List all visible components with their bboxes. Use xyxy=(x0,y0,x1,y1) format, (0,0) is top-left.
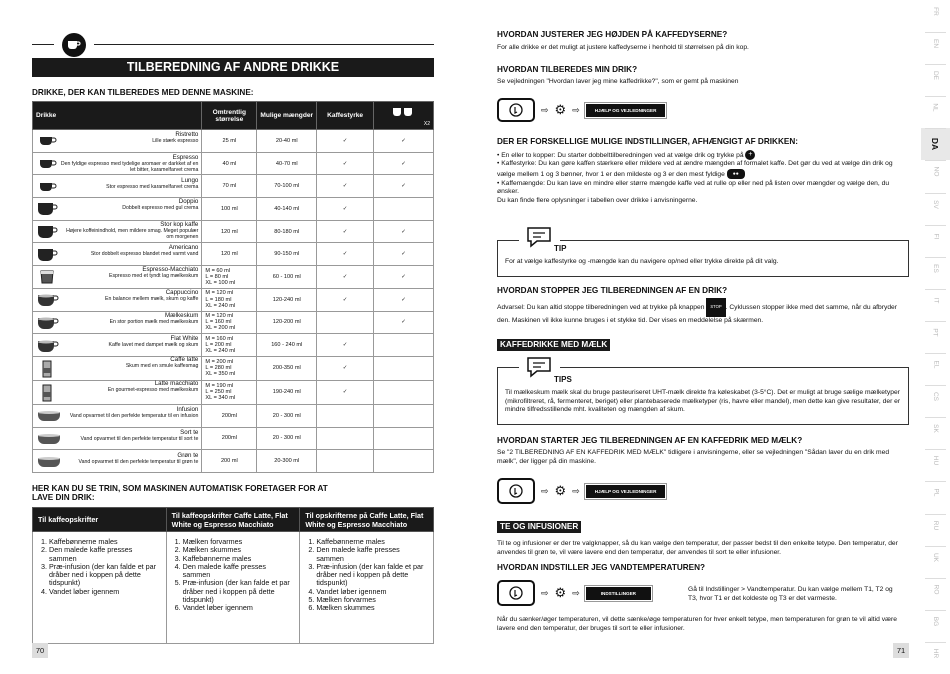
program-header: Til kaffeopskrifter Caffe Latte, Flat White og Espresso Macchiato xyxy=(166,508,300,532)
step-item: 3. Præ-infusion (der kan falde et par dråber ned i koppen på dette tidspunkt) xyxy=(316,563,428,588)
cup-icon xyxy=(36,433,64,447)
strength-cell: ✓ xyxy=(317,356,374,380)
table-row xyxy=(33,356,434,380)
step-item: 4. Vandet løber igennem xyxy=(49,588,161,596)
tab-bg[interactable]: BG xyxy=(932,616,939,626)
step-item: 6. Vandet løber igennem xyxy=(183,604,295,612)
size-cell: M = 200 ml L = 280 ml XL = 350 ml xyxy=(202,356,257,380)
step-item: 4. Den malede kaffe presses sammen xyxy=(183,563,295,580)
heading-milk-start: HVORDAN STARTER JEG TILBEREDNINGEN AF EN KAFFEDRIK MED MÆLK? xyxy=(497,436,803,445)
tab-uk[interactable]: UK xyxy=(932,552,939,562)
divider xyxy=(94,44,434,45)
coffee-cup-icon xyxy=(62,33,86,57)
size-cell: 100 ml xyxy=(202,198,257,221)
steps-heading: HER KAN DU SE TRIN, SOM MASKINEN AUTOMATISK FORETAGER FOR AT LAVE DIN DRIK: xyxy=(32,484,328,502)
drink-description: Lille stærk espresso xyxy=(152,138,199,145)
tab-en[interactable]: EN xyxy=(932,39,939,49)
paragraph: Du kan finde flere oplysninger i tabellen over drikke i anvisningerne. xyxy=(497,197,698,205)
program-steps xyxy=(166,532,300,644)
drink-description: Den fyldige espresso med tydelige aromaer er darkket af en let bitter, karamelfarvet crema xyxy=(60,160,199,173)
strength-cell: ✓ xyxy=(317,175,374,198)
strength-cell: ✓ xyxy=(317,130,374,153)
paragraph: Se vejledningen "Hvordan laver jeg mine kaffedrikke?", som er gemt på maskinen xyxy=(497,78,739,85)
tips-text: Til mælkeskum mælk skal du bruge pasteuriseret UHT-mælk direkte fra køleskabet (3-5°C). Det er muligt at bruge sælige mælketyper (mikrofiltreret, rå, fermenteret, beriget) eller plantebaserede mælketyper (ris, havre eller mandel), men dette kan give resultater, der er mindre tilfredsstillende mht. kvaliteten og mængden af skum. xyxy=(505,389,901,414)
drink-cell xyxy=(33,266,202,289)
arrow-icon: ⇨ xyxy=(572,104,580,115)
table-row xyxy=(33,198,434,221)
quantity-cell: 20 - 300 ml xyxy=(257,404,317,427)
tab-nl[interactable]: NL xyxy=(932,103,939,112)
double-cup-cell: ✓ xyxy=(374,311,434,334)
cup-icon xyxy=(36,225,58,241)
table-row xyxy=(33,175,434,198)
drink-description: Espresso med et tyndt lag mælkeskum xyxy=(108,273,199,280)
table-header-row xyxy=(33,102,434,130)
divider xyxy=(32,44,54,45)
drink-name: Cappuccino xyxy=(165,289,199,297)
drink-cell xyxy=(33,175,202,198)
step-item: 1. Kaffebønnerne males xyxy=(316,538,428,546)
tab-pl[interactable]: PL xyxy=(931,488,939,497)
drink-cell xyxy=(33,198,202,221)
step-item: 3. Kaffebønnerne males xyxy=(183,555,295,563)
column-header: Drikke xyxy=(33,102,202,130)
step-item: 2. Mælken skummes xyxy=(183,546,295,554)
settings-list xyxy=(497,150,911,206)
step-item: 4. Vandet løber igennem xyxy=(316,588,428,596)
program-header: Til opskrifterne på Caffe Latte, Flat White og Espresso Macchiato xyxy=(300,508,434,532)
drink-name: Lungo xyxy=(181,176,199,184)
size-cell: M = 120 ml L = 160 ml XL = 200 ml xyxy=(202,311,257,334)
tips-label: TIPS xyxy=(554,375,572,384)
quantity-cell: 160 - 240 ml xyxy=(257,334,317,357)
program-header: Til kaffeopskrifter xyxy=(33,508,167,532)
drink-cell xyxy=(33,311,202,334)
quantity-cell: 120-240 ml xyxy=(257,288,317,311)
size-cell: M = 60 ml L = 80 ml XL = 100 ml xyxy=(202,266,257,289)
page-number: 70 xyxy=(32,643,48,658)
double-cup-cell xyxy=(374,198,434,221)
drink-name: Stor kop kaffe xyxy=(160,221,199,229)
stop-paragraph: Advarsel: Du kan altid stoppe tilberedningen ved at trykke på knappen STOP . Cyklussen stopper ikke med det samme, når du afbryder den. Maskinen vil ikke kunne bruges i et stykke tid. Der vises en meddelelse på skærmen. xyxy=(497,298,909,325)
heading-settings: DER ER FORSKELLIGE MULIGE INDSTILLINGER, AFHÆNGIGT AF DRIKKEN: xyxy=(497,137,798,146)
size-cell: M = 190 ml L = 250 ml XL = 340 ml xyxy=(202,380,257,404)
double-cup-cell: ✓ xyxy=(374,266,434,289)
drink-name: Latte macchiato xyxy=(154,379,199,387)
cup-icon xyxy=(36,360,58,380)
size-cell: 200ml xyxy=(202,427,257,450)
size-cell: 70 ml xyxy=(202,175,257,198)
step-item: 5. Præ-infusion (der kan falde et par dråber ned i koppen på dette tidspunkt) xyxy=(183,579,295,604)
tab-it[interactable]: IT xyxy=(932,297,939,304)
quantity-cell: 80-180 ml xyxy=(257,220,317,243)
speech-bubble-icon xyxy=(522,356,554,385)
strength-cell: ✓ xyxy=(317,266,374,289)
table-row xyxy=(33,311,434,334)
bullet-item: • En eller to kopper: Du starter dobbelttilberedningen ved at vælge drik og trykke på + xyxy=(497,150,911,160)
beans-icon: ●● xyxy=(727,169,745,179)
drink-cell xyxy=(33,404,202,427)
table-row xyxy=(33,130,434,153)
cup-icon xyxy=(36,158,58,172)
tip-box xyxy=(497,240,909,277)
double-cup-cell xyxy=(374,334,434,357)
size-cell: 120 ml xyxy=(202,220,257,243)
paragraph: Til te og infusioner er der tre valgknapper, så du kan vælge den temperatur, der passer bedst til den enkelte tetype. Den temperatur, der anvendes til grøn te, vil være lavere end den temperatur, der anvendes til sort te eller infusioner. xyxy=(497,540,898,556)
quantity-cell: 40-70 ml xyxy=(257,152,317,175)
quantity-cell: 90-150 ml xyxy=(257,243,317,266)
gear-icon: ⚙ xyxy=(554,102,567,117)
heading-water-temp: HVORDAN INDSTILLER JEG VANDTEMPERATUREN? xyxy=(497,563,706,572)
drink-cell xyxy=(33,220,202,243)
cup-icon xyxy=(36,293,60,309)
settings-button[interactable]: INDSTILLINGER xyxy=(586,587,651,600)
bullet-item: • Kaffemængde: Du kan lave en mindre eller større mængde kaffe ved at rulle op eller ned på listen over mængder og vælge den, du ønsker. xyxy=(497,179,890,196)
arrow-icon: ⇨ xyxy=(572,485,580,496)
quantity-cell: 200-350 ml xyxy=(257,356,317,380)
drink-description: Dobbelt espresso med gul crema xyxy=(122,205,199,212)
touch-screen-icon xyxy=(497,98,535,122)
drink-cell xyxy=(33,130,202,153)
cup-icon xyxy=(36,135,58,149)
touch-screen-icon xyxy=(497,478,535,504)
tip-label: TIP xyxy=(554,244,567,253)
double-cup-cell: ✓ xyxy=(374,288,434,311)
cup-icon xyxy=(36,456,64,470)
tab-el[interactable]: EL xyxy=(931,360,939,369)
section-title: TILBEREDNING AF ANDRE DRIKKE xyxy=(32,58,434,77)
size-cell: 25 ml xyxy=(202,130,257,153)
tab-ru[interactable]: RU xyxy=(931,520,939,530)
tab-sv[interactable]: SV xyxy=(931,199,939,209)
table-row xyxy=(33,427,434,450)
drink-description: Vand opvarmet til den perfekte temperatur til sort te xyxy=(80,435,199,442)
drink-cell xyxy=(33,152,202,175)
gear-icon: ⚙ xyxy=(554,483,567,498)
size-cell: M = 160 ml L = 200 ml XL = 240 ml xyxy=(202,334,257,357)
double-cup-cell: ✓ xyxy=(374,243,434,266)
size-cell: 200 ml xyxy=(202,450,257,473)
x2-label: X2 xyxy=(423,120,430,127)
tab-da[interactable]: DA xyxy=(921,128,950,160)
drink-description: Stor espresso med karamelfarvet crema xyxy=(106,183,199,190)
column-header: Mulige mængder xyxy=(257,102,317,130)
table-row xyxy=(33,152,434,175)
strength-cell: ✓ xyxy=(317,220,374,243)
left-page xyxy=(0,0,470,674)
drink-name: Espresso xyxy=(172,153,199,161)
strength-cell xyxy=(317,427,374,450)
strength-cell: ✓ xyxy=(317,152,374,175)
drink-description: Skum med en smule kaffesmag xyxy=(125,362,199,369)
quantity-cell: 120-200 ml xyxy=(257,311,317,334)
tab-hu[interactable]: HU xyxy=(931,456,939,466)
tab-sk[interactable]: SK xyxy=(931,424,939,434)
tab-es[interactable]: ES xyxy=(931,263,939,273)
double-cup-cell: ✓ xyxy=(374,130,434,153)
table-row xyxy=(33,334,434,357)
bullet-item: • Kaffestyrke: Du kan gøre kaffen stærkere eller mildere ved at ændre mængden af formalet kaffe. Det gør du ved at vælge din drik og vælge mellem 1 og 3 bønner, hvor 1 er den mildeste og 3 er den mest fyldige ●● xyxy=(497,160,893,178)
drink-name: Espresso-Macchiato xyxy=(142,266,199,274)
tab-hr[interactable]: HR xyxy=(931,648,939,659)
double-cup-cell xyxy=(374,427,434,450)
column-header: Kaffestyrke xyxy=(317,102,374,130)
double-cup-cell xyxy=(374,380,434,404)
table-row xyxy=(33,266,434,289)
drink-name: Caffe latte xyxy=(170,355,199,363)
drink-cell xyxy=(33,243,202,266)
drink-description: En balance mellem mælk, skum og kaffe xyxy=(105,296,199,303)
strength-cell xyxy=(317,311,374,334)
drink-name: Doppio xyxy=(178,198,199,206)
tab-fi[interactable]: FI xyxy=(932,233,939,240)
heading-nozzle: HVORDAN JUSTERER JEG HØJDEN PÅ KAFFEDYSERNE? xyxy=(497,30,728,39)
drink-description: Vand opvarmet til den perfekte temperatur til en infusion xyxy=(69,413,199,420)
quantity-cell: 20 - 300 ml xyxy=(257,427,317,450)
cup-icon xyxy=(36,339,60,355)
strength-cell: ✓ xyxy=(317,288,374,311)
language-tabs xyxy=(921,0,950,674)
drink-description: Højere koffeinindhold, men mildere smag. Meget populær om morgenen xyxy=(66,228,199,241)
heading-prepare: HVORDAN TILBEREDES MIN DRIK? xyxy=(497,65,638,74)
drink-description: Kaffe lavet med dampet mælk og skum xyxy=(108,341,199,348)
cup-icon xyxy=(36,181,58,195)
quantity-cell: 70-100 ml xyxy=(257,175,317,198)
drink-name: Ristretto xyxy=(175,131,199,139)
drink-name: Infusion xyxy=(176,406,199,414)
drink-description: Stor dobbelt espresso blandet med varmt vand xyxy=(90,250,199,257)
tips-box xyxy=(497,367,909,425)
speech-bubble-icon xyxy=(522,226,554,255)
tab-fr[interactable]: FR xyxy=(931,7,939,16)
quantity-cell: 20-40 ml xyxy=(257,130,317,153)
table-row xyxy=(33,404,434,427)
tip-text: For at vælge kaffestyrke og -mængde kan du navigere op/ned eller trykke direkte på dit valg. xyxy=(505,258,779,265)
drink-description: En stor portion mælk med mælkeskum xyxy=(109,318,199,325)
help-button[interactable]: HJÆLP OG VEJLEDNINGER xyxy=(586,485,666,498)
double-cup-cell xyxy=(374,356,434,380)
strength-cell xyxy=(317,404,374,427)
arrow-icon: ⇨ xyxy=(541,587,549,598)
step-item: 2. Den malede kaffe presses sammen xyxy=(316,546,428,563)
size-cell: 40 ml xyxy=(202,152,257,175)
drink-name: Mælkeskum xyxy=(165,311,199,319)
drink-cell xyxy=(33,427,202,450)
size-cell: 200ml xyxy=(202,404,257,427)
cup-icon xyxy=(36,384,58,404)
table-row xyxy=(33,243,434,266)
column-header: Omtrentlig størrelse xyxy=(202,102,257,130)
strength-cell: ✓ xyxy=(317,243,374,266)
tab-de[interactable]: DE xyxy=(932,71,939,81)
double-cup-cell xyxy=(374,404,434,427)
double-cup-cell: ✓ xyxy=(374,152,434,175)
paragraph: Gå til Indstillinger > Vandtemperatur. Du kan vælge mellem T1, T2 og T3, hvor T1 er det koldeste og T3 er det varmeste. xyxy=(688,586,893,602)
drink-cell xyxy=(33,334,202,357)
step-item: 3. Præ-infusion (der kan falde et par dråber ned i koppen på dette tidspunkt) xyxy=(49,563,161,588)
cup-icon xyxy=(36,316,60,332)
drink-cell xyxy=(33,288,202,311)
strength-cell: ✓ xyxy=(317,334,374,357)
quantity-cell: 20-300 ml xyxy=(257,450,317,473)
drinks-table xyxy=(32,101,434,473)
drink-name: Americano xyxy=(168,243,199,251)
quantity-cell: 190-240 ml xyxy=(257,380,317,404)
page-number: 71 xyxy=(893,643,909,658)
arrow-icon: ⇨ xyxy=(541,104,549,115)
step-item: 1. Kaffebønnerne males xyxy=(49,538,161,546)
paragraph: Når du sænker/øger temperaturen, vil dette sænke/øge temperaturen for hver enkelt tetype, men temperaturen for grøn te vil altid være lavere end den temperatur, der bruges til sort te eller infusioner. xyxy=(497,616,897,632)
cup-icon xyxy=(36,248,58,264)
double-cup-cell: ✓ xyxy=(374,175,434,198)
heading-stop: HVORDAN STOPPER JEG TILBEREDNINGEN AF EN DRIK? xyxy=(497,286,728,295)
drink-name: Grøn te xyxy=(177,451,199,459)
help-flow xyxy=(497,98,665,122)
quantity-cell: 60 - 100 ml xyxy=(257,266,317,289)
paragraph: For alle drikke er det muligt at justere kaffedyserne i henhold til størrelsen på din kop. xyxy=(497,44,749,51)
drinks-heading: DRIKKE, DER KAN TILBEREDES MED DENNE MASKINE: xyxy=(32,88,254,97)
drink-description: En gourmet-espresso med mælkeskum xyxy=(107,386,199,393)
drink-name: Flat White xyxy=(170,334,199,342)
plus-button-icon: + xyxy=(745,150,755,160)
tea-section-label: TE OG INFUSIONER xyxy=(497,521,581,533)
drink-cell xyxy=(33,356,202,380)
tab-pt[interactable]: PT xyxy=(932,328,939,337)
strength-cell: ✓ xyxy=(317,198,374,221)
drink-name: Sort te xyxy=(180,428,199,436)
step-item: 5. Mælken forvarmes xyxy=(316,596,428,604)
double-cup-header xyxy=(374,102,434,130)
tab-no[interactable]: NO xyxy=(932,167,939,177)
double-cup-cell: ✓ xyxy=(374,220,434,243)
table-row xyxy=(33,450,434,473)
step-item: 6. Mælken skummes xyxy=(316,604,428,612)
touch-screen-icon xyxy=(497,580,535,606)
paragraph: Se "2 TILBEREDNING AF EN KAFFEDRIK MED MÆLK" tidligere i anvisningerne, eller se vejledningen "Sådan laver du en drik med mælk", der ligger på din maskine. xyxy=(497,449,890,465)
step-item: 1. Mælken forvarmes xyxy=(183,538,295,546)
strength-cell: ✓ xyxy=(317,380,374,404)
help-button[interactable]: HJÆLP OG VEJLEDNINGER xyxy=(586,104,666,117)
size-cell: M = 120 ml L = 180 ml XL = 240 ml xyxy=(202,288,257,311)
cup-icon xyxy=(36,410,64,424)
table-row xyxy=(33,288,434,311)
drink-cell xyxy=(33,380,202,404)
double-cup-cell xyxy=(374,450,434,473)
tab-cs[interactable]: CS xyxy=(932,392,939,402)
program-steps xyxy=(300,532,434,644)
milk-section-label: KAFFEDRIKKE MED MÆLK xyxy=(497,339,610,351)
help-flow-2 xyxy=(497,478,665,504)
double-cup-icon xyxy=(391,105,417,119)
stop-button[interactable]: STOP xyxy=(706,298,725,317)
program-steps xyxy=(33,532,167,644)
drink-description: Vand opvarmet til den perfekte temperatur til grøn te xyxy=(78,458,199,465)
table-row xyxy=(33,380,434,404)
program-table xyxy=(32,507,434,644)
table-row xyxy=(33,220,434,243)
strength-cell xyxy=(317,450,374,473)
quantity-cell: 40-140 ml xyxy=(257,198,317,221)
arrow-icon: ⇨ xyxy=(541,485,549,496)
step-item: 2. Den malede kaffe presses sammen xyxy=(49,546,161,563)
gear-icon: ⚙ xyxy=(554,585,567,600)
size-cell: 120 ml xyxy=(202,243,257,266)
cup-icon xyxy=(36,202,58,218)
drink-cell xyxy=(33,450,202,473)
arrow-icon: ⇨ xyxy=(572,587,580,598)
settings-flow xyxy=(497,580,651,606)
cup-icon xyxy=(36,270,58,286)
tab-ro[interactable]: RO xyxy=(932,584,939,595)
